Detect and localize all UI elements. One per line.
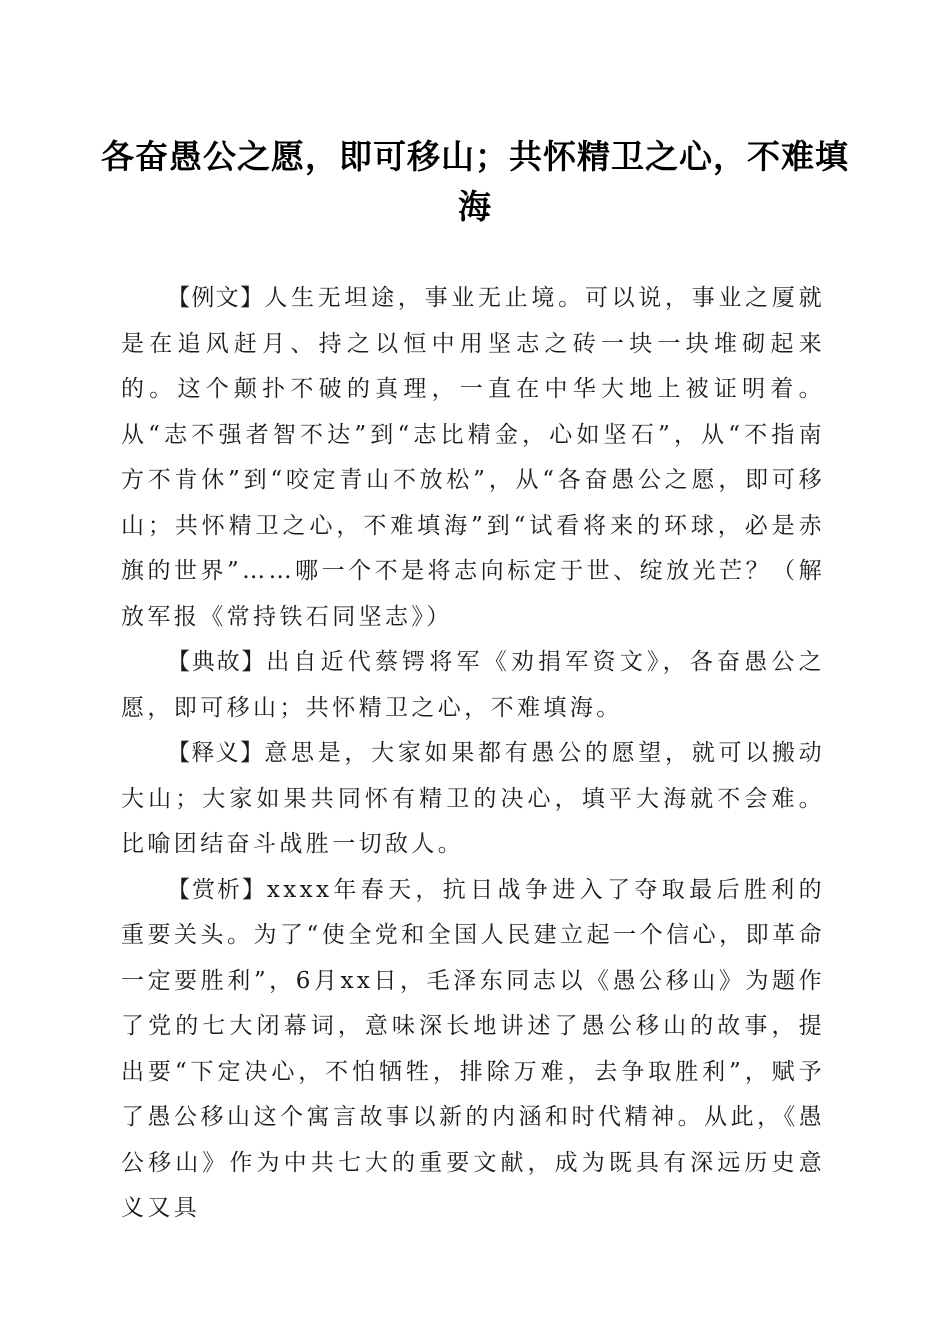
paragraph-allusion bbox=[121, 640, 825, 731]
paragraph-tag: 【赏析】 bbox=[167, 876, 267, 903]
paragraph-tag: 【典故】 bbox=[167, 649, 267, 675]
paragraph-appreciation bbox=[121, 868, 825, 1232]
document-title: 各奋愚公之愿，即可移山；共怀精卫之心，不难填海 bbox=[101, 137, 849, 226]
paragraph-meaning bbox=[121, 731, 825, 868]
paragraph-text: 出自近代蔡锷将军《劝捐军资文》，各奋愚公之愿，即可移山；共怀精卫之心，不难填海。 bbox=[121, 649, 825, 721]
paragraph-tag: 【释义】 bbox=[167, 740, 265, 766]
paragraph-tag: 【例文】 bbox=[167, 285, 265, 311]
paragraph-example bbox=[121, 276, 825, 640]
paragraph-text: 意思是，大家如果都有愚公的愿望，就可以搬动大山；大家如果共同怀有精卫的决心，填平大海就不会难。比喻团结奋斗战胜一切敌人。 bbox=[121, 740, 825, 857]
document-body bbox=[121, 276, 825, 1232]
paragraph-text: 人生无坦途，事业无止境。可以说，事业之厦就是在追风赶月、持之以恒中用坚志之砖一块一块堆砌起来的。这个颠扑不破的真理，一直在中华大地上被证明着。从“志不强者智不达”到“志比精金，心如坚石”，从“不指南方不肯休”到“咬定青山不放松”，从“各奋愚公之愿，即可移山；共怀精卫之心，不难填海”到“试看将来的环球，必是赤旗的世界”……哪一个不是将志向标定于世、绽放光芒？（解放军报《常持铁石同坚志》） bbox=[121, 285, 825, 630]
paragraph-text: xxxx年春天，抗日战争进入了夺取最后胜利的重要关头。为了“使全党和全国人民建立起一个信心，即革命一定要胜利”，6月xx日，毛泽东同志以《愚公移山》为题作了党的七大闭幕词，意味深长地讲述了愚公移山的故事，提出要“下定决心，不怕牺牲，排除万难，去争取胜利”，赋予了愚公移山这个寓言故事以新的内涵和时代精神。从此，《愚公移山》作为中共七大的重要文献，成为既具有深远历史意义又具 bbox=[121, 876, 825, 1221]
